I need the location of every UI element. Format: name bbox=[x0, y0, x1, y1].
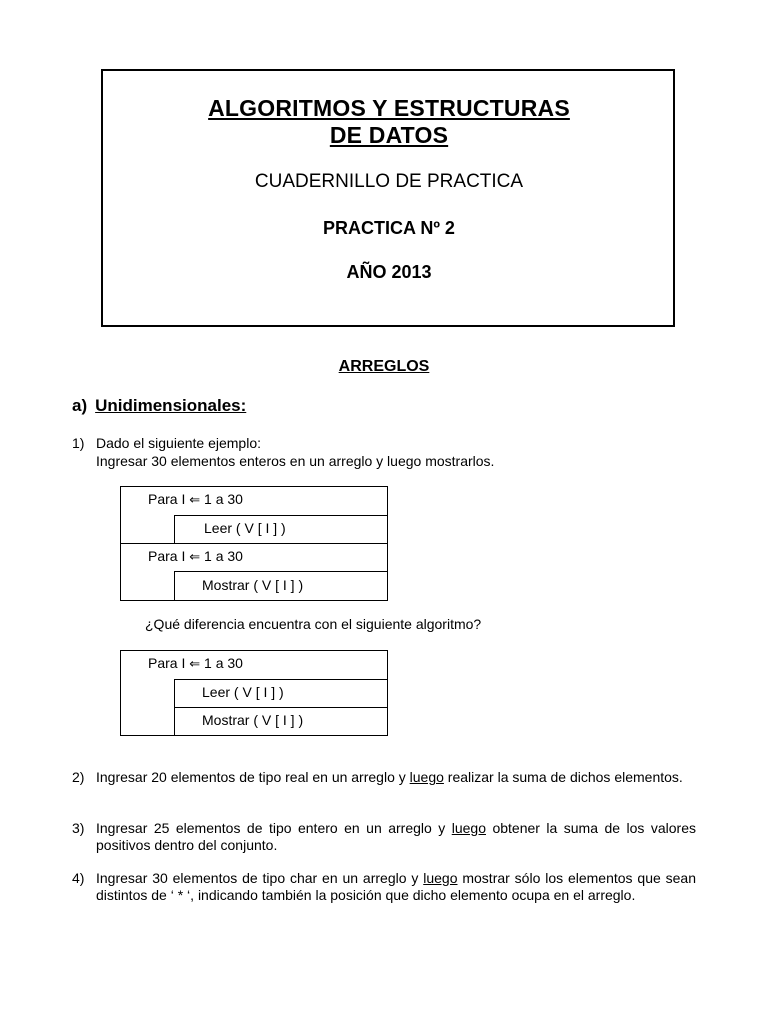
exercise-2-pre: Ingresar 20 elementos de tipo real en un arreglo y bbox=[96, 769, 410, 785]
exercise-2-post: realizar la suma de dichos elementos. bbox=[443, 769, 683, 785]
exercise-4-pre: Ingresar 30 elementos de tipo char en un arreglo y bbox=[96, 870, 424, 886]
doc-title-line1: ALGORITMOS Y ESTRUCTURAS bbox=[208, 95, 570, 121]
exercise-4-post: mostrar sólo los elementos que sean distintos de ‘ * ‘, indicando también la posición que dicho elemento ocupa en el arreglo. bbox=[96, 870, 696, 903]
exercise-3-number: 3) bbox=[72, 820, 85, 836]
exercise-1-number: 1) bbox=[72, 435, 85, 451]
subsection-letter: a) bbox=[72, 396, 88, 415]
exercise-4-text bbox=[96, 870, 696, 904]
subsection-heading bbox=[72, 396, 246, 416]
diag1-for1-label bbox=[148, 491, 243, 509]
exercise-1-line2: Ingresar 30 elementos enteros en un arreglo y luego mostrarlos. bbox=[96, 453, 495, 469]
diag1-for2-pre: Para I bbox=[148, 548, 190, 564]
exercise-3-text bbox=[96, 820, 696, 854]
assign-arrow-icon: ⇐ bbox=[189, 493, 201, 508]
exercise-3-pre: Ingresar 25 elementos de tipo entero en un arreglo y bbox=[96, 820, 452, 836]
diag2-for-post: 1 a 30 bbox=[200, 655, 243, 671]
exercise-2-text bbox=[96, 769, 696, 786]
diag2-read-label: Leer ( V [ I ] ) bbox=[202, 684, 284, 700]
diag1-for1-pre: Para I bbox=[148, 491, 190, 507]
assign-arrow-icon: ⇐ bbox=[189, 550, 201, 565]
diag1-show-label: Mostrar ( V [ I ] ) bbox=[202, 577, 304, 593]
year: AÑO 2013 bbox=[346, 262, 432, 282]
diag1-for2-post: 1 a 30 bbox=[200, 548, 243, 564]
section-title: ARREGLOS bbox=[338, 358, 430, 375]
diag2-for-label bbox=[148, 655, 243, 673]
exercise-2-number: 2) bbox=[72, 769, 85, 785]
exercise-1-line1: Dado el siguiente ejemplo: bbox=[96, 435, 261, 451]
diag2-for-pre: Para I bbox=[148, 655, 190, 671]
doc-title-line2: DE DATOS bbox=[329, 122, 449, 148]
diag1-read-label: Leer ( V [ I ] ) bbox=[204, 520, 286, 536]
exercise-3-underlined: luego bbox=[451, 820, 486, 836]
exercise-2-underlined: luego bbox=[409, 769, 444, 785]
exercise-3-post: obtener la suma de los valores positivos dentro del conjunto. bbox=[96, 820, 696, 853]
exercise-1-question: ¿Qué diferencia encuentra con el siguiente algoritmo? bbox=[145, 616, 482, 632]
exercise-4-underlined: luego bbox=[423, 870, 458, 886]
diag1-for1-post: 1 a 30 bbox=[200, 491, 243, 507]
diag1-for2-label bbox=[148, 548, 243, 566]
subsection-title: Unidimensionales: bbox=[95, 396, 247, 415]
diag2-show-label: Mostrar ( V [ I ] ) bbox=[202, 712, 304, 728]
exercise-4-number: 4) bbox=[72, 870, 85, 886]
practice-number: PRACTICA Nº 2 bbox=[323, 218, 455, 238]
assign-arrow-icon: ⇐ bbox=[189, 657, 201, 672]
doc-subtitle: CUADERNILLO DE PRACTICA bbox=[254, 171, 524, 192]
